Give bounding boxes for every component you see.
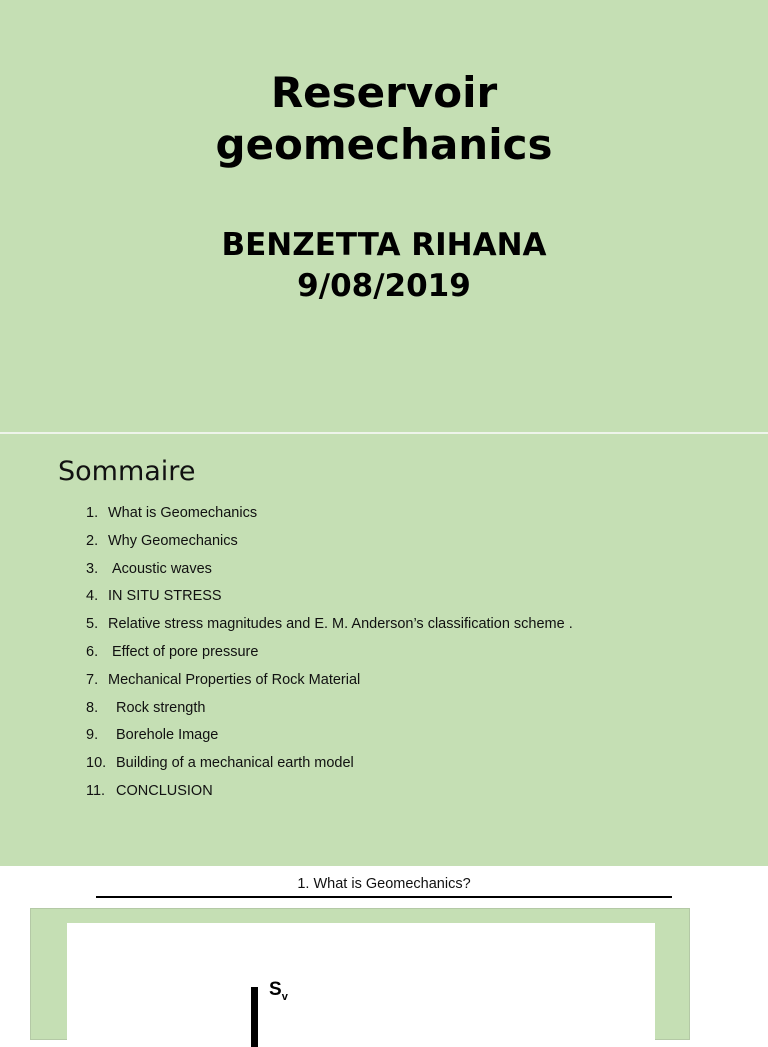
list-item: 6. Effect of pore pressure [86,643,259,660]
vertical-stress-arrow [251,987,258,1047]
section-heading: 1. What is Geomechanics? [297,876,471,892]
figure-frame [30,908,690,1040]
list-item: 5. Relative stress magnitudes and E. M. Anderson’s classification scheme . [86,616,573,633]
title-line-2: geomechanics [215,120,553,169]
vertical-stress-label: $S_v$ [269,979,288,1003]
list-item: 11. CONCLUSION [86,782,213,799]
contents-list [86,500,573,806]
list-item: 10. Building of a mechanical earth model [86,755,354,772]
list-item: 2. Why Geomechanics [86,532,238,549]
list-item: 7. Mechanical Properties of Rock Material [86,671,361,688]
list-item: 4. IN SITU STRESS [86,588,222,605]
contents-heading: Sommaire [58,456,196,487]
stress-figure [67,923,655,1043]
heading-underline [96,896,672,898]
presentation-date: 9/08/2019 [297,268,471,304]
section-slide [0,866,768,1024]
list-item: 9. Borehole Image [86,727,219,744]
list-item: 1. What is Geomechanics [86,505,258,521]
list-item: 3. Acoustic waves [86,560,212,577]
contents-slide [0,434,768,866]
title-line-1: Reservoir [270,68,498,117]
title-slide [0,0,768,432]
author-name: BENZETTA RIHANA [221,227,547,263]
list-item: 8. Rock strength [86,699,206,716]
